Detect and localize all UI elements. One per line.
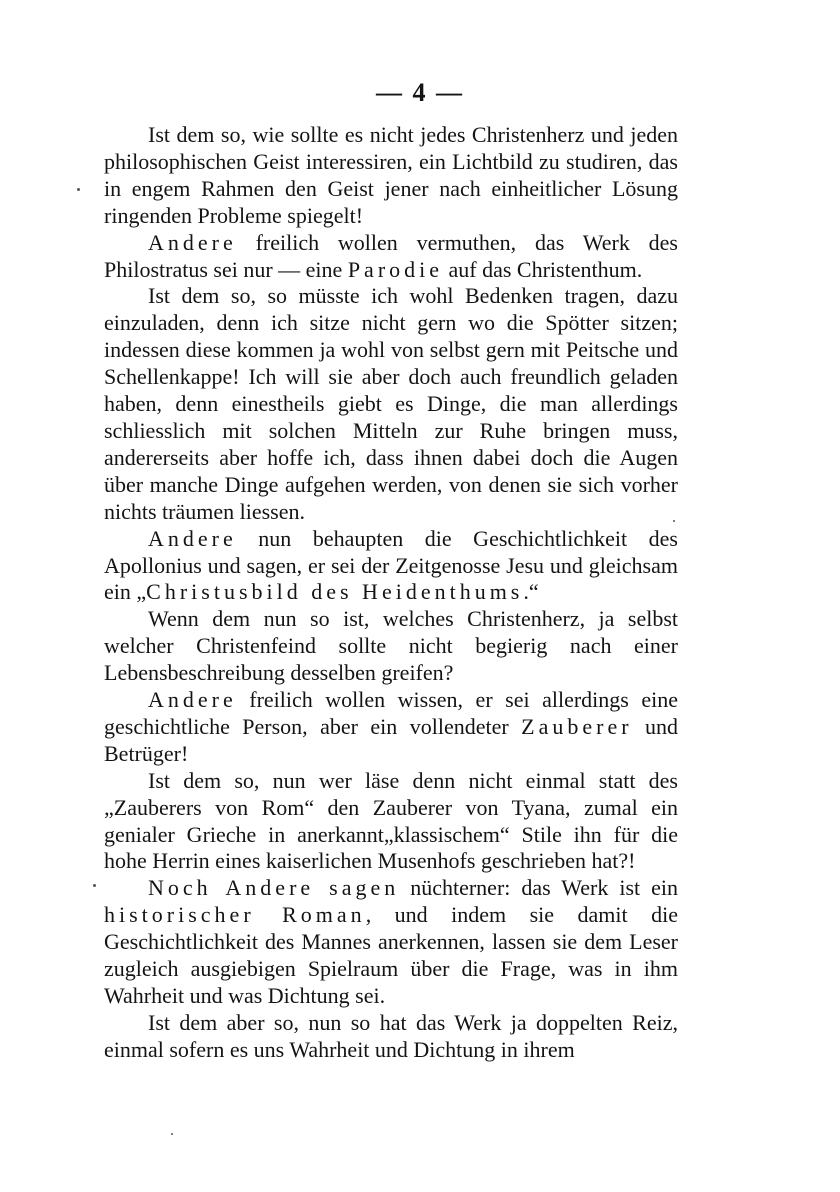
paragraph [104, 526, 678, 607]
emphasized-text: Parodie [347, 256, 444, 282]
text-run: , und indem sie damit die Geschichtlichkeit des Mannes anerkennen, lassen sie dem Leser zugleich ausgiebigen Spielraum über die Frage, was in ihm Wahrheit und was Dichtung sei. [104, 902, 679, 1008]
text-run: Ist dem so, so müsste ich wohl Bedenken tragen, dazu einzuladen, denn ich sitze nicht gern wo die Spötter sitzen; indessen diese kommen ja wohl von selbst gern mit Peitsche und Schellenkappe! Ich will sie aber doch auch freundlich geladen haben, denn einestheils giebt es Dinge, die man allerdings schliesslich mit solchen Mitteln zur Ruhe bringen muss, andererseits aber hoffe ich, dass ihnen dabei doch die Augen über manche Dinge aufgehen werden, von denen sie sich vorher nichts träumen liessen. [104, 283, 678, 524]
paragraph [104, 606, 678, 687]
emphasized-text: Noch Andere sagen [148, 875, 400, 901]
page-number: — 4 — [376, 78, 464, 107]
text-run: und Betrüger! [104, 713, 678, 766]
text-run: Ist dem so, wie sollte es nicht jedes Christenherz und jeden philosophischen Geist interessiren, ein Lichtbild zu studiren, das in engem Rahmen den Geist jener nach einheitlicher Lösung ringenden Probleme spiegelt! [104, 122, 678, 228]
print-speck [93, 884, 96, 887]
text-run: Wenn dem nun so ist, welches Christenherz, ja selbst welcher Christenfeind sollte nicht begierig nach einer Lebensbeschreibung desselben greifen? [104, 606, 678, 686]
text-run: freilich wollen wissen, er sei allerdings eine geschichtliche Person, aber ein vollendeter [104, 687, 678, 739]
text-run: nüchterner: das Werk ist ein [399, 875, 678, 901]
text-run: auf das Christenthum. [443, 256, 643, 282]
text-run: Ist dem so, nun wer läse denn nicht einmal statt des „Zauberers von Rom“ den Zauberer von Tyana, zumal ein genialer Grieche in anerkannt„klassischem“ Stile ihn für die hohe Herrin eines kaiserlichen Musenhofs geschrieben hat?! [104, 767, 678, 874]
text-run: Ist dem aber so, nun so hat das Werk ja doppelten Reiz, einmal sofern es uns Wahrheit und Dichtung in ihrem [104, 1009, 678, 1062]
text-run: nun behaupten die Geschichtlichkeit des Apollonius und sagen, er sei der Zeitgenosse Jesu und gleichsam ein „ [104, 525, 678, 605]
print-speck [673, 520, 675, 522]
emphasized-text: Zauberer [521, 713, 633, 739]
paragraph [104, 122, 678, 230]
print-speck [77, 188, 80, 191]
text-run: freilich wollen vermuthen, das Werk des Philostratus sei nur — eine [104, 229, 678, 282]
paragraph [104, 1010, 678, 1064]
emphasized-text: historischer Roman [104, 902, 366, 928]
paragraph [104, 283, 678, 525]
paragraph [104, 768, 678, 876]
paragraph [104, 875, 678, 1010]
body-text [104, 122, 678, 1064]
paragraph [104, 230, 678, 284]
emphasized-text: Andere [148, 525, 237, 551]
emphasized-text: Andere [148, 687, 237, 713]
print-speck [171, 1133, 173, 1135]
emphasized-text: Christusbild des Heidenthums [146, 579, 524, 605]
text-run: .“ [523, 579, 539, 605]
emphasized-text: Andere [148, 229, 237, 255]
paragraph [104, 687, 678, 768]
